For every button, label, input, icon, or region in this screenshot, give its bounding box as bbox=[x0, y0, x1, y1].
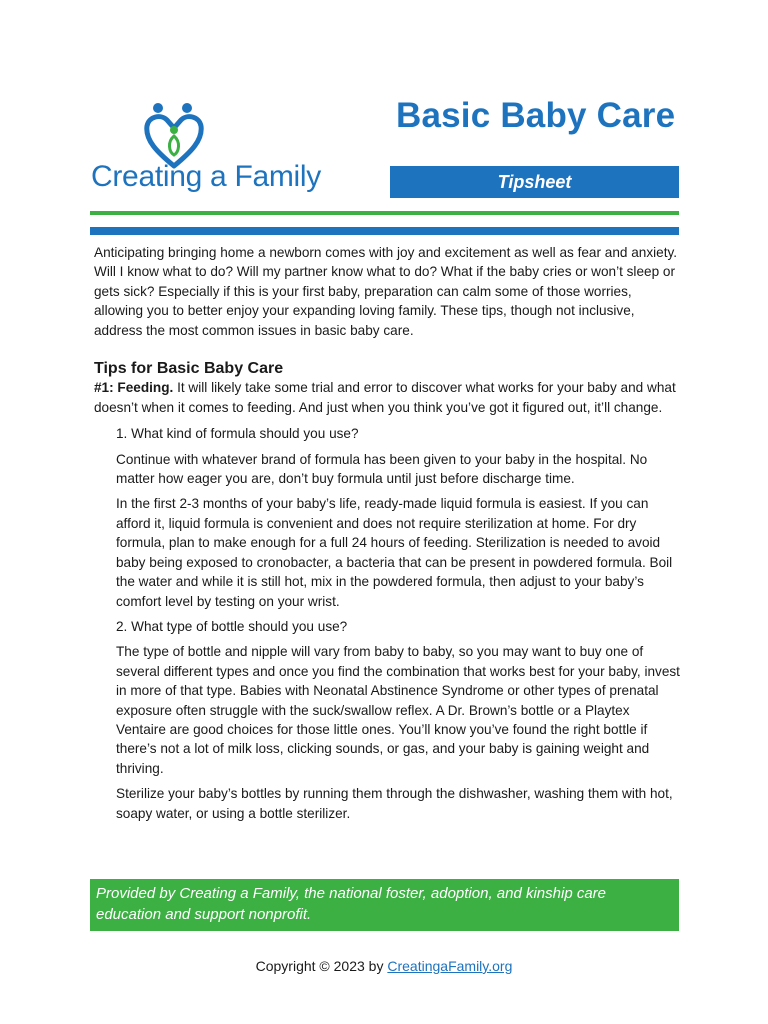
brand-name: Creating a Family bbox=[91, 160, 321, 193]
tip-feeding-paragraph bbox=[94, 378, 682, 417]
provided-by-banner bbox=[90, 879, 679, 931]
question-bottle: 2. What type of bottle should you use? bbox=[116, 618, 348, 634]
bottle-paragraph-1: The type of bottle and nipple will vary from baby to baby, so you may want to buy one of several different types and once you find the combination that works best for your baby, invest in more of that type. Babies with Neonatal Abstinence Syndrome or other types of prenatal exposure often struggle with the suck/swallow reflex. A Dr. Brown’s bottle or a Playtex Ventaire are good choices for those little ones. You’ll know you’ve found the right bottle if there’s not a lot of milk loss, clicking sounds, or gas, and your baby is gaining weight and thriving. bbox=[116, 644, 680, 776]
feeding-details bbox=[94, 424, 682, 823]
document-body bbox=[94, 243, 682, 829]
intro-paragraph: Anticipating bringing home a newborn comes with joy and excitement as well as fear and anxiety. Will I know what to do? Will my partner know what to do? What if the baby cries or won’t sleep or gets sick? Especially if this is your first baby, preparation can calm some of those worries, allowing you to better enjoy your expanding loving family. These tips, though not inclusive, address the most common issues in basic baby care. bbox=[94, 245, 678, 338]
green-divider bbox=[90, 211, 679, 215]
tip-feeding-text: It will likely take some trial and error to discover what works for your baby and what doesn’t when it comes to feeding. And just when you think you’ve got it figured out, it’ll change. bbox=[94, 380, 676, 415]
page-title: Basic Baby Care bbox=[396, 96, 676, 135]
copyright-text: Copyright © 2023 by bbox=[255, 958, 388, 974]
formula-paragraph-2: In the first 2-3 months of your baby’s life, ready-made liquid formula is easiest. If you can afford it, liquid formula is convenient and does not require sterilization at home. For dry formula, plan to make enough for a full 24 hours of feeding. Sterilization is needed to avoid baby being exposed to cronobacter, a bacteria that can be present in powdered formula. Boil the water and while it is still hot, mix in the powdered formula, then adjust to your baby’s comfort level by testing on your wrist. bbox=[116, 496, 673, 609]
section-heading: Tips for Basic Baby Care bbox=[94, 360, 284, 378]
formula-paragraph-1: Continue with whatever brand of formula has been given to your baby in the hospital. No matter how eager you are, don’t buy formula until just before discharge time. bbox=[116, 451, 648, 487]
website-link[interactable]: CreatingaFamily.org bbox=[387, 958, 513, 974]
copyright-line bbox=[0, 958, 768, 974]
tip-feeding-label: #1: Feeding. bbox=[94, 380, 174, 396]
tipsheet-label: Tipsheet bbox=[497, 171, 572, 192]
tipsheet-banner bbox=[390, 166, 679, 198]
blue-divider bbox=[90, 227, 679, 235]
provided-by-text: Provided by Creating a Family, the national foster, adoption, and kinship care education and support nonprofit. bbox=[96, 885, 607, 923]
question-formula: 1. What kind of formula should you use? bbox=[116, 426, 359, 442]
bottle-paragraph-2: Sterilize your baby’s bottles by running them through the dishwasher, washing them with hot, soapy water, or using a bottle sterilizer. bbox=[116, 786, 673, 821]
